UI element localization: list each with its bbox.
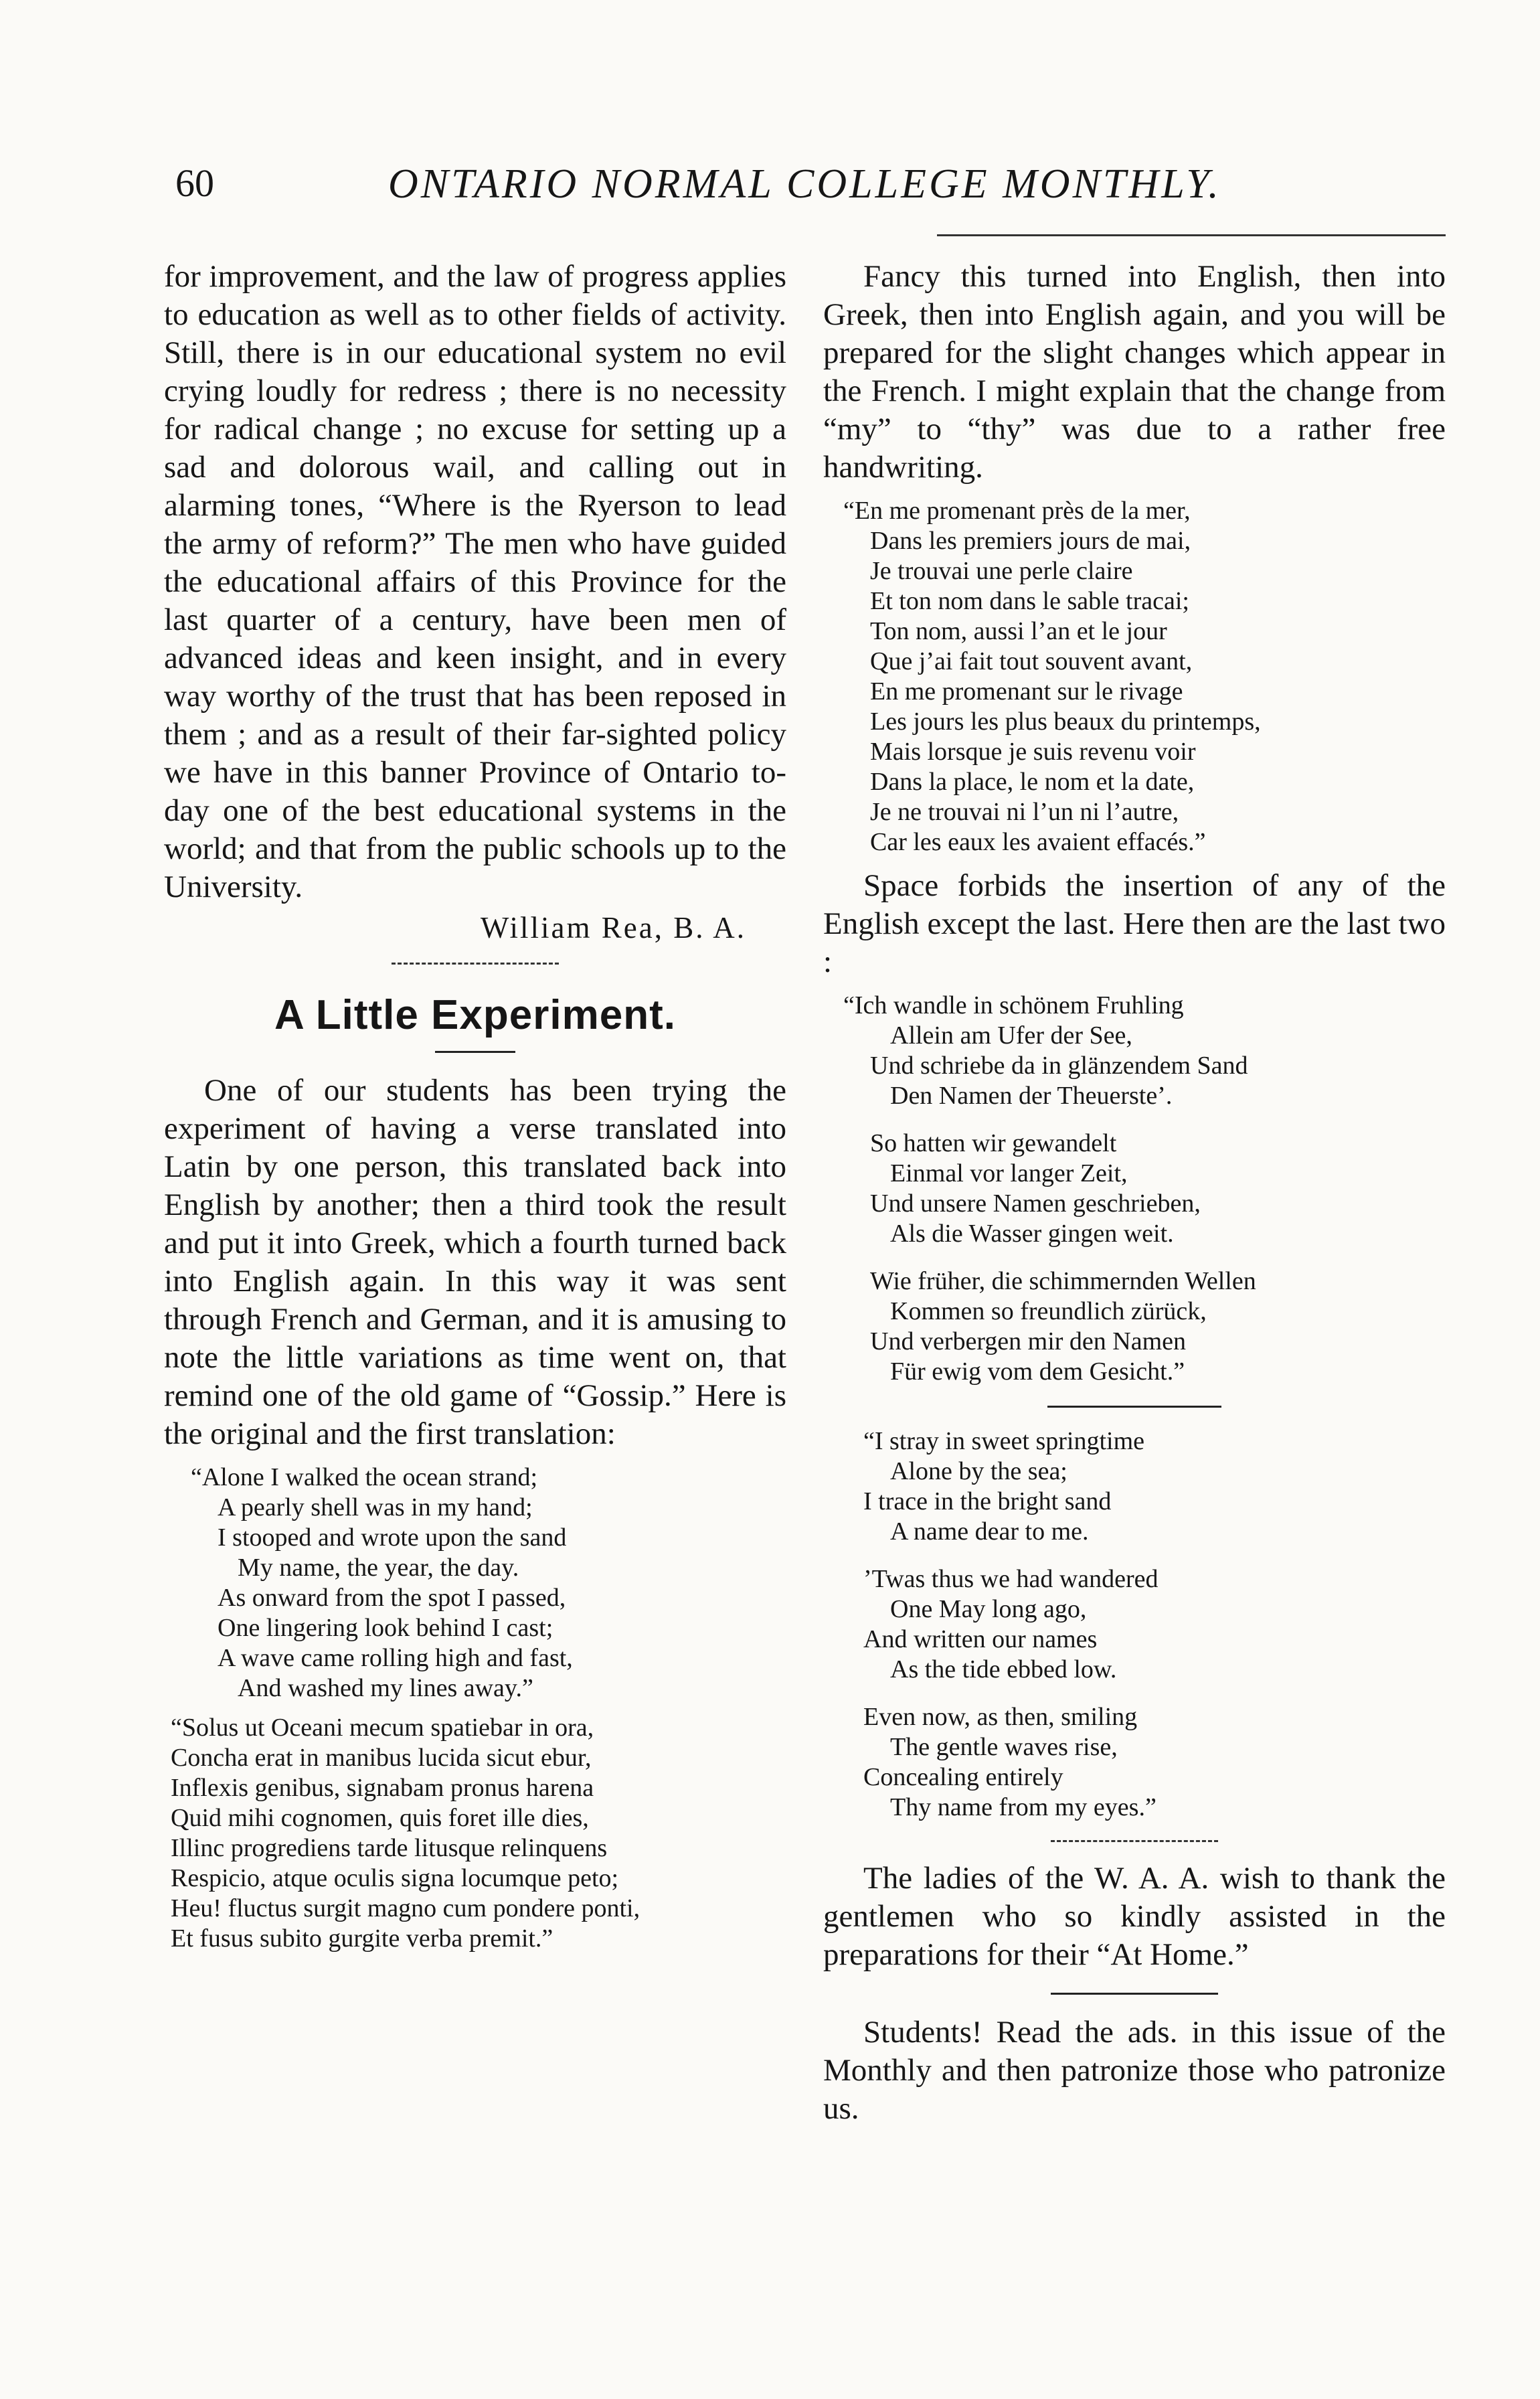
poem-line: The gentle waves rise,: [890, 1733, 1118, 1761]
poem-line: Und verbergen mir den Namen: [870, 1327, 1187, 1355]
poem-divider: [1047, 1406, 1221, 1408]
poem-line: Et ton nom dans le sable tracai;: [870, 587, 1189, 615]
running-header: [0, 161, 1540, 221]
poem-line: Even now, as then, smiling: [863, 1703, 1138, 1731]
poem-line: Kommen so freundlich zürück,: [890, 1297, 1207, 1325]
poem-line: Ton nom, aussi l’an et le jour: [870, 617, 1167, 645]
poem-line: Car les eaux les avaient effacés.”: [870, 828, 1206, 856]
last-english-poem: [863, 1426, 1446, 1823]
poem-line: Den Namen der Theuerste’.: [890, 1082, 1173, 1110]
running-title: ONTARIO NORMAL COLLEGE MONTHLY.: [388, 161, 1221, 207]
poem-line: En me promenant sur le rivage: [870, 677, 1183, 706]
poem-line: Mais lorsque je suis revenu voir: [870, 738, 1196, 766]
right-paragraph-1: Fancy this turned into English, then into Greek, then into English again, and you will be prepared for the slight changes which appear in the French. I might explain that the change from “my” to “thy” was due to a rather free handwriting.: [823, 259, 1446, 485]
left-paragraph-2: One of our students has been trying the experiment of having a verse translated into Latin by one person, this translated back into English by another; then a third took the result and put it into Greek, which a fourth turned back into English again. In this way it was sent through French and German, and it is amusing to note the little variations as time went on, that remind one of the old game of “Gossip.” Here is the original and the first translation:: [164, 1073, 786, 1451]
poem-line: Alone by the sea;: [890, 1457, 1067, 1485]
poem-line: “Alone I walked the ocean strand;: [191, 1463, 538, 1491]
poem-line: “I stray in sweet springtime: [863, 1427, 1145, 1455]
poem-line: One lingering look behind I cast;: [218, 1614, 553, 1642]
poem-line: Respicio, atque oculis signa locumque peto;: [171, 1864, 619, 1892]
waa-notice: The ladies of the W. A. A. wish to thank the gentlemen who so kindly assisted in the preparations for their “At Home.”: [823, 1861, 1446, 1972]
french-translation-poem: [843, 496, 1446, 857]
author-signature: William Rea, B. A.: [480, 911, 746, 944]
header-rule: [937, 234, 1446, 236]
section-divider: [392, 963, 559, 965]
german-translation-poem: [843, 991, 1446, 1387]
title-rule: [435, 1051, 515, 1053]
poem-line: “Ich wandle in schönem Fruhling: [843, 991, 1184, 1019]
poem-line: “Solus ut Oceani mecum spatiebar in ora,: [171, 1714, 594, 1742]
poem-line: Für ewig vom dem Gesicht.”: [890, 1357, 1185, 1386]
poem-line: Dans la place, le nom et la date,: [870, 768, 1195, 796]
poem-line: I trace in the bright sand: [863, 1487, 1112, 1515]
poem-line: Wie früher, die schimmernden Wellen: [870, 1267, 1256, 1295]
poem-line: Les jours les plus beaux du printemps,: [870, 708, 1261, 736]
poem-line: Dans les premiers jours de mai,: [870, 527, 1191, 555]
poem-line: I stooped and wrote upon the sand: [218, 1523, 567, 1552]
left-paragraph-1: for improvement, and the law of progress applies to education as well as to other fields of activity. Still, there is in our educational system no evil crying loudly for redress ; there is no necessity for radical change ; no excuse for setting up a sad and dolorous wail, and calling out in alarming tones, “Where is the Ryerson to lead the army of reform?” The men who have guided the educational affairs of this Province for the last quarter of a century, have been men of advanced ideas and keen insight, and in every way worthy of the trust that has been reposed in them ; and as a result of their far-sighted policy we have in this banner Province of Ontario to-day one of the best educational systems in the world; and that from the public schools up to the University.: [164, 259, 786, 904]
poem-line: Que j’ai fait tout souvent avant,: [870, 647, 1193, 675]
notice-divider-2: [1051, 1993, 1218, 1995]
poem-line: A pearly shell was in my hand;: [218, 1493, 533, 1521]
poem-line: Und schriebe da in glänzendem Sand: [870, 1052, 1248, 1080]
page-number: 60: [175, 161, 214, 205]
poem-line: So hatten wir gewandelt: [870, 1129, 1117, 1157]
poem-line: Je ne trouvai ni l’un ni l’autre,: [870, 798, 1179, 826]
poem-line: Concha erat in manibus lucida sicut ebur,: [171, 1744, 592, 1772]
english-original-poem: [191, 1463, 786, 1704]
poem-line: Allein am Ufer der See,: [890, 1021, 1132, 1050]
poem-line: And washed my lines away.”: [238, 1674, 533, 1702]
poem-line: Thy name from my eyes.”: [890, 1793, 1157, 1821]
poem-line: Inflexis genibus, signabam pronus harena: [171, 1774, 594, 1802]
poem-line: Heu! fluctus surgit magno cum pondere ponti,: [171, 1894, 640, 1922]
poem-line: A name dear to me.: [890, 1517, 1089, 1546]
poem-line: Einmal vor langer Zeit,: [890, 1159, 1128, 1187]
poem-line: A wave came rolling high and fast,: [218, 1644, 573, 1672]
poem-line: “En me promenant près de la mer,: [843, 497, 1191, 525]
poem-line: Illinc progrediens tarde litusque relinquens: [171, 1834, 608, 1862]
poem-line: Et fusus subito gurgite verba premit.”: [171, 1924, 553, 1953]
poem-line: And written our names: [863, 1625, 1098, 1653]
poem-line: One May long ago,: [890, 1595, 1087, 1623]
section-title: A Little Experiment.: [274, 992, 676, 1038]
poem-line: Als die Wasser gingen weit.: [890, 1220, 1174, 1248]
notice-divider: [1051, 1840, 1218, 1842]
poem-line: Je trouvai une perle claire: [870, 557, 1133, 585]
poem-line: Und unsere Namen geschrieben,: [870, 1189, 1201, 1218]
poem-line: Quid mihi cognomen, quis foret ille dies,: [171, 1804, 589, 1832]
right-column: [823, 258, 1446, 2128]
poem-line: As the tide ebbed low.: [890, 1655, 1117, 1683]
right-paragraph-2: Space forbids the insertion of any of the English except the last. Here then are the last two :: [823, 868, 1446, 979]
poem-line: Concealing entirely: [863, 1763, 1063, 1791]
latin-translation-poem: [171, 1713, 786, 1954]
poem-line: ’Twas thus we had wandered: [863, 1565, 1159, 1593]
ads-notice: Students! Read the ads. in this issue of the Monthly and then patronize those who patronize us.: [823, 2015, 1446, 2126]
poem-line: My name, the year, the day.: [238, 1554, 519, 1582]
poem-line: As onward from the spot I passed,: [218, 1584, 566, 1612]
left-column: [164, 258, 786, 1963]
